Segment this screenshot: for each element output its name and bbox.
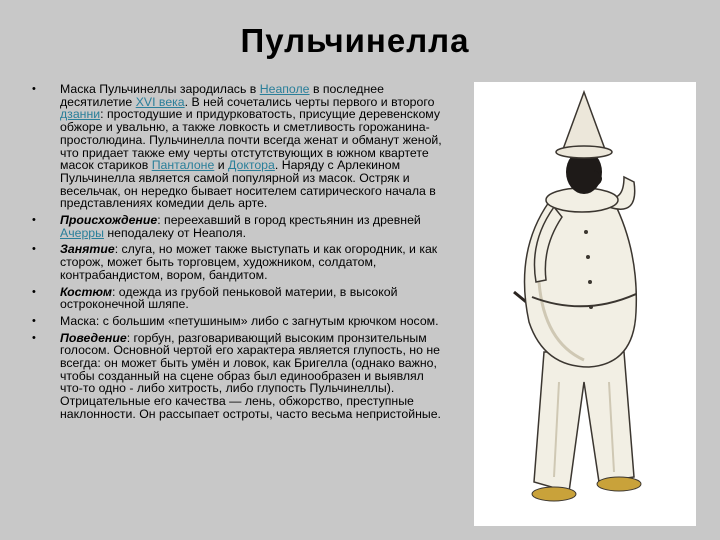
bullet-text: : горбун, разговаривающий высоким пронзительным голосом. Основной чертой его характера является глупость, но не всегда: он может быть умён и ловок, как Бригелла (однако важно, чтобы созданный на сцене образ был единообразен и выявлял что-то одно - либо хитрость, либо глупость Пульчинеллы). Отрицательные его качества — лень, обжорство, преступные наклонности. Он рассыпает остроты, часто весьма непристойные. (60, 330, 441, 421)
inline-link[interactable]: Панталоне (151, 158, 215, 173)
inline-link[interactable]: XVI века (135, 94, 185, 109)
inline-link[interactable]: Ачерры (60, 225, 104, 240)
bullet-text: Маска Пульчинеллы зародилась в (60, 82, 260, 96)
bullet-text: . Наряду с Арлекином Пульчинелла является самой популярной из масок. Остряк и весельчак, он нередко бывает носителем сатирического начала в представлениях комедии дель арте. (60, 158, 436, 211)
bullet-text: Маска: с большим «петушиным» либо с загнутым крючком носом. (60, 313, 439, 328)
bullet-marker: • (32, 243, 36, 256)
bullet-text: неподалеку от Неаполя. (103, 225, 247, 240)
bullet-marker: • (32, 331, 36, 344)
bullet-marker: • (32, 314, 36, 327)
bullet-item (30, 286, 450, 311)
right-shoe (597, 477, 641, 491)
trousers (534, 352, 634, 492)
bullet-item (30, 243, 450, 281)
inline-link[interactable]: Неаполе (259, 82, 310, 96)
bullet-item (30, 214, 450, 239)
tunic (525, 202, 637, 367)
bullet-lead-term: Костюм (60, 284, 112, 299)
bullet-marker: • (32, 285, 36, 298)
bullet-text: . В ней сочетались черты первого и второго (184, 94, 435, 109)
bullet-marker: • (32, 83, 36, 95)
bullet-text: и (214, 158, 229, 173)
bullet-lead-term: Происхождение (60, 213, 158, 228)
bullet-lead-term: Занятие (60, 242, 115, 257)
pulcinella-figure (474, 82, 696, 526)
pulcinella-illustration (474, 82, 696, 526)
left-shoe (532, 487, 576, 501)
bullet-item (30, 315, 450, 328)
bullet-text: : переехавший в город крестьянин из древней (157, 213, 421, 228)
bullet-text: в последнее десятилетие (60, 82, 384, 109)
bullet-text: : одежда из грубой пеньковой материи, в высокой остроконечной шляпе. (60, 284, 398, 312)
bullet-lead-term: Поведение (60, 330, 127, 345)
slide-title: Пульчинелла (240, 22, 470, 59)
bullet-list (30, 83, 450, 425)
inline-link[interactable]: Доктора (228, 158, 275, 173)
bullet-item (30, 83, 450, 210)
bullet-text: : слуга, но может также выступать и как огородник, и как сторож, может быть торговцем, художником, солдатом, контрабандистом, вором, бандитом. (60, 242, 438, 282)
bullet-marker: • (32, 214, 36, 227)
inline-link[interactable]: дзанни (60, 107, 101, 122)
hat (562, 92, 606, 152)
bullet-item (30, 332, 450, 421)
bullet-text: : простодушие и придурковатость, присущие деревенскому обжоре и увальню, а также ловкость и сметливость горожанина-простолюдина. Пульчинелла почти всегда женат и обманут женой, что придает также ему черты отстутствующих в южном квартете масок стариков (60, 107, 442, 173)
